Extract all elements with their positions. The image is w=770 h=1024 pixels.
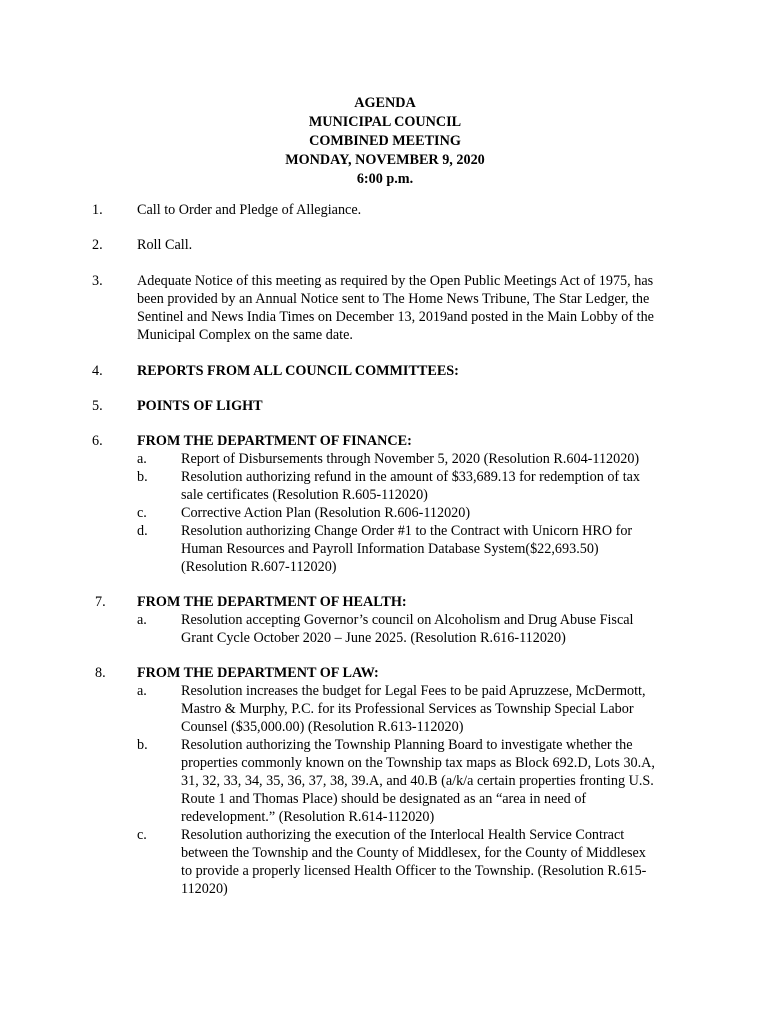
sub-item-line: 31, 32, 33, 34, 35, 36, 37, 38, 39.A, and 40.B (a/k/a certain properties fronting U.S. (181, 773, 654, 789)
item-number: 7. (95, 594, 106, 610)
sub-item-line: between the Township and the County of Middlesex, for the County of Middlesex (181, 845, 646, 861)
item-line: Municipal Complex on the same date. (137, 327, 353, 343)
sub-item-letter: a. (137, 683, 147, 699)
sub-item-line: Resolution increases the budget for Legal Fees to be paid Apruzzese, McDermott, (181, 683, 646, 699)
sub-item-line: redevelopment.” (Resolution R.614-112020) (181, 809, 435, 825)
sub-item-c (137, 826, 681, 898)
sub-item-letter: c. (137, 505, 147, 521)
item-body (137, 593, 681, 647)
sub-item-letter: d. (137, 523, 148, 539)
sub-item-line: Corrective Action Plan (Resolution R.606-112020) (181, 505, 471, 521)
sub-item-a (137, 682, 681, 736)
sub-item-d (137, 522, 681, 576)
sub-item-letter: a. (137, 451, 147, 467)
item-text: Call to Order and Pledge of Allegiance. (137, 202, 362, 218)
sub-item-a (137, 611, 681, 647)
item-line: Sentinel and News India Times on December 13, 2019and posted in the Main Lobby of the (137, 309, 654, 325)
sub-item-b (137, 468, 681, 504)
header-meeting-type: COMBINED MEETING (309, 133, 461, 149)
item-title: POINTS OF LIGHT (137, 398, 263, 414)
sub-item-line: Mastro & Murphy, P.C. for its Professional Services as Township Special Labor (181, 701, 634, 717)
sub-item-letter: b. (137, 737, 148, 753)
sub-item-line: Route 1 and Thomas Place) should be designated as an “area in need of (181, 791, 587, 807)
item-line: Adequate Notice of this meeting as required by the Open Public Meetings Act of 1975, has (137, 273, 654, 289)
sub-item-line: 112020) (181, 881, 228, 897)
item-number: 2. (92, 237, 103, 253)
item-text (137, 272, 681, 344)
sub-item-line: sale certificates (Resolution R.605-112020) (181, 487, 428, 503)
sub-item-c (137, 504, 681, 522)
item-body (137, 664, 681, 898)
sub-item-line: Grant Cycle October 2020 – June 2025. (Resolution R.616-112020) (181, 630, 566, 646)
sub-item-line: Resolution authorizing the Township Planning Board to investigate whether the (181, 737, 633, 753)
agenda-header (0, 94, 770, 189)
sub-item-line: Resolution authorizing refund in the amount of $33,689.13 for redemption of tax (181, 469, 641, 485)
item-text: Roll Call. (137, 237, 193, 253)
sub-item-line: Resolution authorizing the execution of the Interlocal Health Service Contract (181, 827, 625, 843)
item-number: 5. (92, 398, 103, 414)
item-number: 8. (95, 665, 106, 681)
header-time: 6:00 p.m. (356, 171, 414, 187)
item-number: 1. (92, 202, 103, 218)
item-number: 3. (92, 273, 103, 289)
item-title: FROM THE DEPARTMENT OF FINANCE: (137, 433, 412, 449)
sub-item-letter: b. (137, 469, 148, 485)
item-title: FROM THE DEPARTMENT OF HEALTH: (137, 594, 407, 610)
sub-item-line: to provide a properly licensed Health Officer to the Township. (Resolution R.615- (181, 863, 647, 879)
sub-item-letter: c. (137, 827, 147, 843)
sub-item-line: (Resolution R.607-112020) (181, 559, 337, 575)
sub-item-line: Report of Disbursements through November 5, 2020 (Resolution R.604-112020) (181, 451, 640, 467)
sub-item-line: properties commonly known on the Township tax maps as Block 692.D, Lots 30.A, (181, 755, 655, 771)
header-title: AGENDA (354, 95, 416, 111)
item-title: REPORTS FROM ALL COUNCIL COMMITTEES: (137, 363, 459, 379)
item-number: 4. (92, 363, 103, 379)
sub-item-b (137, 736, 681, 826)
sub-item-line: Human Resources and Payroll Information Database System($22,693.50) (181, 541, 599, 557)
sub-item-line: Counsel ($35,000.00) (Resolution R.613-112020) (181, 719, 464, 735)
item-title: FROM THE DEPARTMENT OF LAW: (137, 665, 379, 681)
sub-item-line: Resolution accepting Governor’s council on Alcoholism and Drug Abuse Fiscal (181, 612, 634, 628)
sub-item-line: Resolution authorizing Change Order #1 to the Contract with Unicorn HRO for (181, 523, 633, 539)
sub-item-letter: a. (137, 612, 147, 628)
header-council: MUNICIPAL COUNCIL (308, 114, 462, 130)
item-line: been provided by an Annual Notice sent to The Home News Tribune, The Star Ledger, the (137, 291, 650, 307)
item-body (137, 432, 681, 576)
sub-item-a (137, 450, 681, 468)
item-number: 6. (92, 433, 103, 449)
header-date: MONDAY, NOVEMBER 9, 2020 (285, 152, 485, 168)
